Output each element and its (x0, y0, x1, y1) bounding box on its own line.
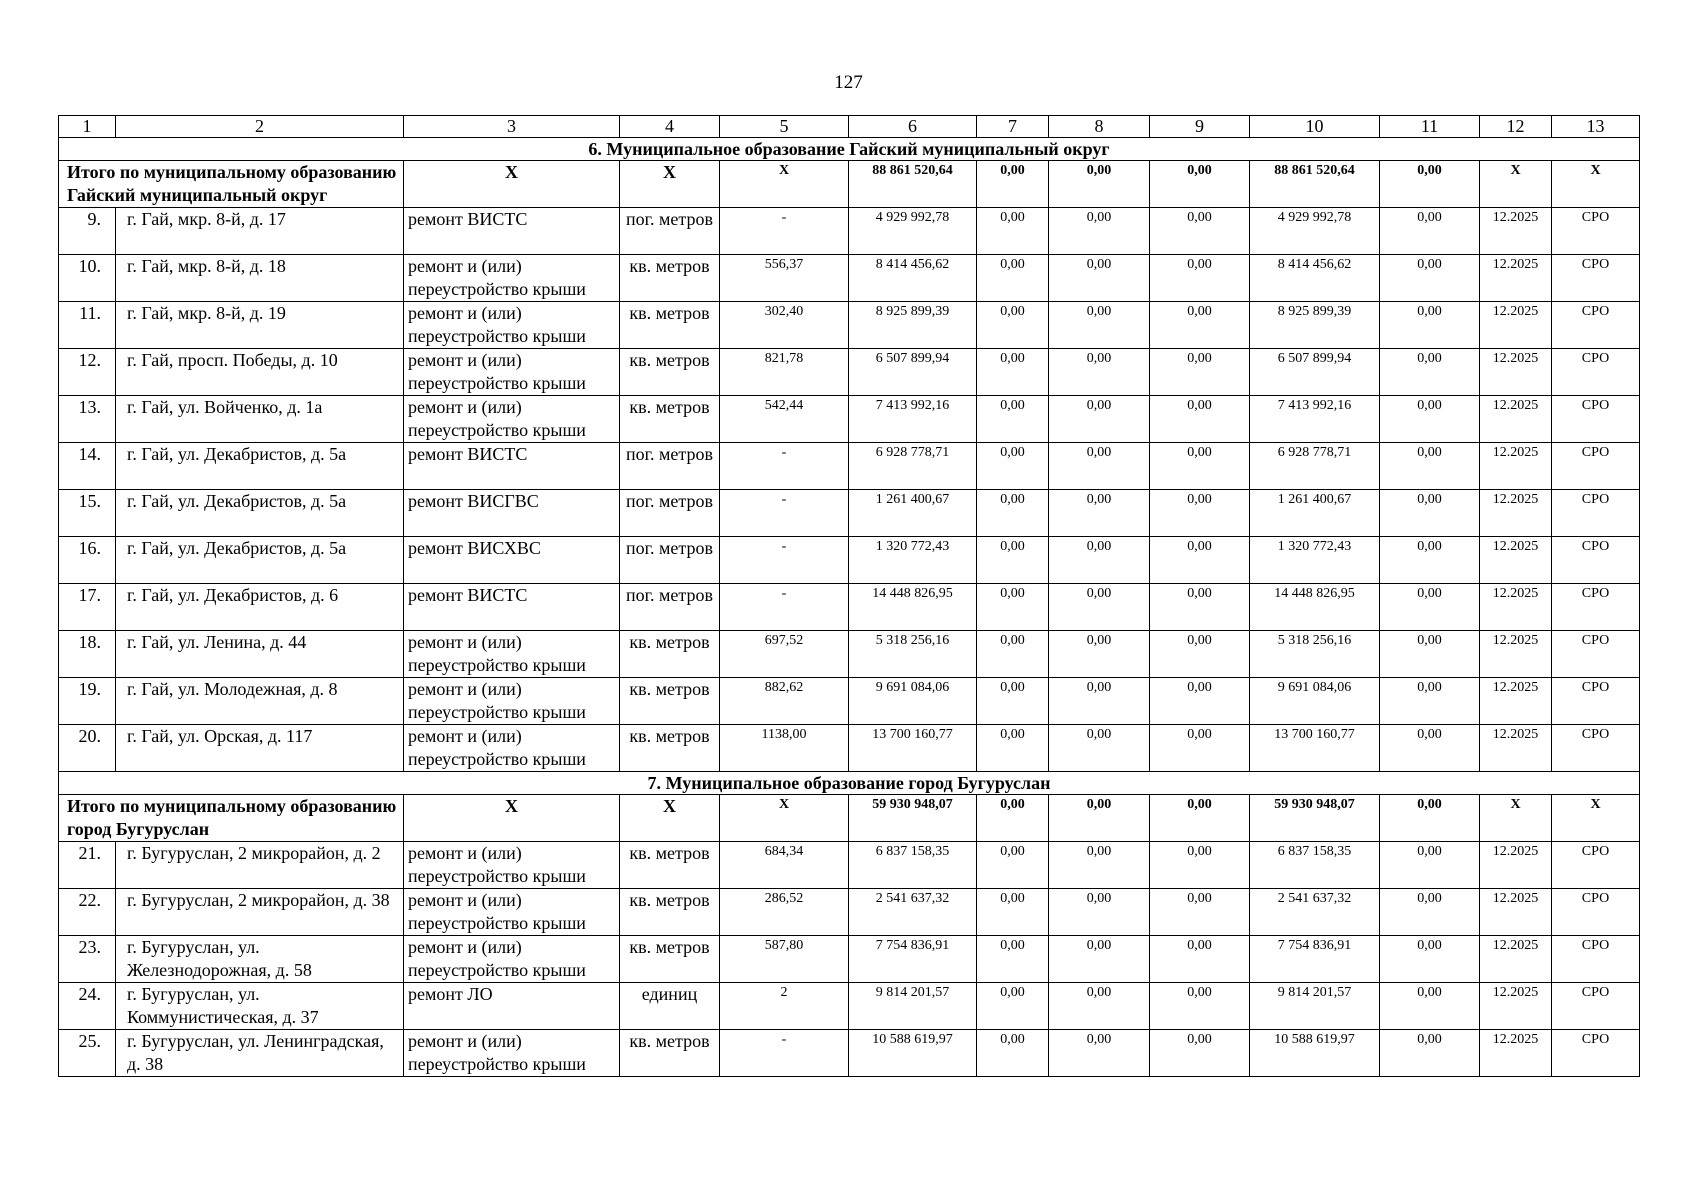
row-unit: кв. метров (620, 889, 720, 936)
row-address: г. Гай, мкр. 8-й, д. 17 (116, 208, 404, 255)
total-work: X (404, 795, 620, 842)
row-work-type: ремонт и (или) переустройство крыши (404, 889, 620, 936)
row-unit: кв. метров (620, 725, 720, 772)
row-deadline: 12.2025 (1480, 678, 1552, 725)
total-col11: 0,00 (1380, 795, 1480, 842)
row-col10: 6 928 778,71 (1250, 443, 1380, 490)
row-quantity: - (720, 584, 849, 631)
row-cost: 14 448 826,95 (849, 584, 977, 631)
row-unit: кв. метров (620, 678, 720, 725)
row-unit: пог. метров (620, 443, 720, 490)
row-col11: 0,00 (1380, 584, 1480, 631)
row-address: г. Бугуруслан, 2 микрорайон, д. 38 (116, 889, 404, 936)
row-deadline: 12.2025 (1480, 490, 1552, 537)
row-source: СРО (1552, 302, 1640, 349)
row-quantity: 821,78 (720, 349, 849, 396)
row-deadline: 12.2025 (1480, 443, 1552, 490)
row-address: г. Бугуруслан, ул. Железнодорожная, д. 58 (116, 936, 404, 983)
column-number: 2 (116, 116, 404, 138)
table-row (59, 584, 1640, 631)
row-address: г. Гай, ул. Орская, д. 117 (116, 725, 404, 772)
row-address: г. Гай, ул. Декабристов, д. 6 (116, 584, 404, 631)
row-col7: 0,00 (977, 537, 1049, 584)
table-row (59, 490, 1640, 537)
row-col10: 8 414 456,62 (1250, 255, 1380, 302)
row-unit: кв. метров (620, 396, 720, 443)
row-number: 11. (59, 302, 116, 349)
row-col11: 0,00 (1380, 208, 1480, 255)
total-quantity: X (720, 161, 849, 208)
column-number: 11 (1380, 116, 1480, 138)
row-quantity: 587,80 (720, 936, 849, 983)
total-col7: 0,00 (977, 161, 1049, 208)
row-col7: 0,00 (977, 983, 1049, 1030)
row-col9: 0,00 (1150, 631, 1250, 678)
row-source: СРО (1552, 537, 1640, 584)
row-col7: 0,00 (977, 584, 1049, 631)
row-work-type: ремонт ВИСХВС (404, 537, 620, 584)
row-col10: 7 413 992,16 (1250, 396, 1380, 443)
row-col9: 0,00 (1150, 208, 1250, 255)
row-work-type: ремонт и (или) переустройство крыши (404, 1030, 620, 1077)
row-quantity: 2 (720, 983, 849, 1030)
row-address: г. Гай, ул. Войченко, д. 1а (116, 396, 404, 443)
row-col7: 0,00 (977, 302, 1049, 349)
column-number-row (59, 116, 1640, 138)
row-source: СРО (1552, 842, 1640, 889)
row-col11: 0,00 (1380, 631, 1480, 678)
row-number: 9. (59, 208, 116, 255)
row-col8: 0,00 (1049, 725, 1150, 772)
total-label: Итого по муниципальному образованию город Бугуруслан (59, 795, 404, 842)
row-col9: 0,00 (1150, 1030, 1250, 1077)
row-source: СРО (1552, 983, 1640, 1030)
section-title: 6. Муниципальное образование Гайский муниципальный округ (59, 138, 1640, 161)
row-number: 16. (59, 537, 116, 584)
row-quantity: 286,52 (720, 889, 849, 936)
row-cost: 6 837 158,35 (849, 842, 977, 889)
column-number: 4 (620, 116, 720, 138)
total-deadline: X (1480, 795, 1552, 842)
row-source: СРО (1552, 349, 1640, 396)
row-col10: 1 320 772,43 (1250, 537, 1380, 584)
row-work-type: ремонт и (или) переустройство крыши (404, 302, 620, 349)
row-source: СРО (1552, 1030, 1640, 1077)
table-row (59, 631, 1640, 678)
row-cost: 6 928 778,71 (849, 443, 977, 490)
row-deadline: 12.2025 (1480, 983, 1552, 1030)
row-cost: 7 754 836,91 (849, 936, 977, 983)
row-col8: 0,00 (1049, 678, 1150, 725)
total-cost: 59 930 948,07 (849, 795, 977, 842)
row-col9: 0,00 (1150, 842, 1250, 889)
row-col10: 9 814 201,57 (1250, 983, 1380, 1030)
row-col7: 0,00 (977, 349, 1049, 396)
row-col8: 0,00 (1049, 396, 1150, 443)
row-address: г. Бугуруслан, 2 микрорайон, д. 2 (116, 842, 404, 889)
row-cost: 10 588 619,97 (849, 1030, 977, 1077)
row-col11: 0,00 (1380, 255, 1480, 302)
row-cost: 1 320 772,43 (849, 537, 977, 584)
row-col7: 0,00 (977, 936, 1049, 983)
total-source: X (1552, 161, 1640, 208)
row-col9: 0,00 (1150, 443, 1250, 490)
row-quantity: - (720, 208, 849, 255)
column-number: 5 (720, 116, 849, 138)
row-address: г. Гай, просп. Победы, д. 10 (116, 349, 404, 396)
row-cost: 4 929 992,78 (849, 208, 977, 255)
row-unit: кв. метров (620, 842, 720, 889)
row-quantity: 302,40 (720, 302, 849, 349)
row-col11: 0,00 (1380, 1030, 1480, 1077)
table-row (59, 678, 1640, 725)
row-unit: пог. метров (620, 490, 720, 537)
row-deadline: 12.2025 (1480, 302, 1552, 349)
row-number: 10. (59, 255, 116, 302)
row-work-type: ремонт ВИСТС (404, 584, 620, 631)
column-number: 13 (1552, 116, 1640, 138)
table-row (59, 983, 1640, 1030)
row-deadline: 12.2025 (1480, 1030, 1552, 1077)
row-col11: 0,00 (1380, 443, 1480, 490)
row-cost: 8 414 456,62 (849, 255, 977, 302)
row-col10: 9 691 084,06 (1250, 678, 1380, 725)
row-col11: 0,00 (1380, 396, 1480, 443)
total-work: X (404, 161, 620, 208)
row-quantity: 542,44 (720, 396, 849, 443)
row-col10: 4 929 992,78 (1250, 208, 1380, 255)
row-deadline: 12.2025 (1480, 725, 1552, 772)
row-unit: кв. метров (620, 1030, 720, 1077)
row-source: СРО (1552, 936, 1640, 983)
row-source: СРО (1552, 725, 1640, 772)
row-unit: единиц (620, 983, 720, 1030)
row-source: СРО (1552, 889, 1640, 936)
row-quantity: 882,62 (720, 678, 849, 725)
row-col10: 8 925 899,39 (1250, 302, 1380, 349)
column-number: 8 (1049, 116, 1150, 138)
row-col10: 13 700 160,77 (1250, 725, 1380, 772)
row-unit: кв. метров (620, 302, 720, 349)
table-body (59, 116, 1640, 1077)
row-col10: 14 448 826,95 (1250, 584, 1380, 631)
total-source: X (1552, 795, 1640, 842)
row-col11: 0,00 (1380, 842, 1480, 889)
row-work-type: ремонт ВИСТС (404, 208, 620, 255)
total-col10: 59 930 948,07 (1250, 795, 1380, 842)
row-number: 12. (59, 349, 116, 396)
column-number: 10 (1250, 116, 1380, 138)
row-unit: кв. метров (620, 631, 720, 678)
row-col11: 0,00 (1380, 983, 1480, 1030)
row-deadline: 12.2025 (1480, 584, 1552, 631)
row-col8: 0,00 (1049, 443, 1150, 490)
row-deadline: 12.2025 (1480, 255, 1552, 302)
row-number: 23. (59, 936, 116, 983)
row-number: 20. (59, 725, 116, 772)
row-cost: 5 318 256,16 (849, 631, 977, 678)
total-label: Итого по муниципальному образованию Гайский муниципальный округ (59, 161, 404, 208)
row-work-type: ремонт ЛО (404, 983, 620, 1030)
row-work-type: ремонт ВИСТС (404, 443, 620, 490)
table-row (59, 889, 1640, 936)
row-source: СРО (1552, 255, 1640, 302)
table-row (59, 443, 1640, 490)
row-work-type: ремонт и (или) переустройство крыши (404, 396, 620, 443)
table-row (59, 936, 1640, 983)
row-col8: 0,00 (1049, 983, 1150, 1030)
column-number: 3 (404, 116, 620, 138)
row-col9: 0,00 (1150, 349, 1250, 396)
row-work-type: ремонт и (или) переустройство крыши (404, 349, 620, 396)
row-unit: пог. метров (620, 584, 720, 631)
column-number: 7 (977, 116, 1049, 138)
row-work-type: ремонт и (или) переустройство крыши (404, 842, 620, 889)
section-total-row (59, 161, 1640, 208)
row-quantity: - (720, 537, 849, 584)
row-work-type: ремонт ВИСГВС (404, 490, 620, 537)
row-quantity: 684,34 (720, 842, 849, 889)
row-cost: 9 814 201,57 (849, 983, 977, 1030)
row-source: СРО (1552, 678, 1640, 725)
row-deadline: 12.2025 (1480, 537, 1552, 584)
row-col11: 0,00 (1380, 725, 1480, 772)
column-number: 6 (849, 116, 977, 138)
row-col9: 0,00 (1150, 255, 1250, 302)
row-col7: 0,00 (977, 1030, 1049, 1077)
row-col11: 0,00 (1380, 349, 1480, 396)
row-col8: 0,00 (1049, 1030, 1150, 1077)
row-col7: 0,00 (977, 490, 1049, 537)
row-number: 22. (59, 889, 116, 936)
row-deadline: 12.2025 (1480, 936, 1552, 983)
column-number: 12 (1480, 116, 1552, 138)
row-source: СРО (1552, 443, 1640, 490)
row-col10: 1 261 400,67 (1250, 490, 1380, 537)
total-quantity: X (720, 795, 849, 842)
row-col11: 0,00 (1380, 936, 1480, 983)
row-address: г. Бугуруслан, ул. Ленинградская, д. 38 (116, 1030, 404, 1077)
row-cost: 8 925 899,39 (849, 302, 977, 349)
row-col10: 5 318 256,16 (1250, 631, 1380, 678)
row-source: СРО (1552, 396, 1640, 443)
row-number: 13. (59, 396, 116, 443)
row-col8: 0,00 (1049, 349, 1150, 396)
section-header-row (59, 138, 1640, 161)
row-cost: 7 413 992,16 (849, 396, 977, 443)
row-number: 17. (59, 584, 116, 631)
row-work-type: ремонт и (или) переустройство крыши (404, 255, 620, 302)
table-row (59, 396, 1640, 443)
row-unit: кв. метров (620, 255, 720, 302)
row-col7: 0,00 (977, 255, 1049, 302)
row-source: СРО (1552, 631, 1640, 678)
section-header-row (59, 772, 1640, 795)
row-col8: 0,00 (1049, 302, 1150, 349)
total-deadline: X (1480, 161, 1552, 208)
row-unit: кв. метров (620, 936, 720, 983)
row-col8: 0,00 (1049, 255, 1150, 302)
row-source: СРО (1552, 490, 1640, 537)
total-unit: X (620, 161, 720, 208)
row-address: г. Гай, ул. Молодежная, д. 8 (116, 678, 404, 725)
row-work-type: ремонт и (или) переустройство крыши (404, 725, 620, 772)
row-col10: 2 541 637,32 (1250, 889, 1380, 936)
row-address: г. Бугуруслан, ул. Коммунистическая, д. 37 (116, 983, 404, 1030)
row-number: 14. (59, 443, 116, 490)
total-col7: 0,00 (977, 795, 1049, 842)
row-col9: 0,00 (1150, 983, 1250, 1030)
row-number: 21. (59, 842, 116, 889)
row-unit: пог. метров (620, 208, 720, 255)
row-col9: 0,00 (1150, 490, 1250, 537)
row-cost: 2 541 637,32 (849, 889, 977, 936)
row-address: г. Гай, мкр. 8-й, д. 18 (116, 255, 404, 302)
row-col11: 0,00 (1380, 537, 1480, 584)
row-col9: 0,00 (1150, 584, 1250, 631)
table-row (59, 349, 1640, 396)
row-number: 19. (59, 678, 116, 725)
total-cost: 88 861 520,64 (849, 161, 977, 208)
table-row (59, 725, 1640, 772)
row-col11: 0,00 (1380, 302, 1480, 349)
page-number: 127 (834, 72, 863, 93)
row-deadline: 12.2025 (1480, 208, 1552, 255)
row-deadline: 12.2025 (1480, 631, 1552, 678)
table-row (59, 537, 1640, 584)
row-work-type: ремонт и (или) переустройство крыши (404, 936, 620, 983)
section-title: 7. Муниципальное образование город Бугуруслан (59, 772, 1640, 795)
row-quantity: - (720, 443, 849, 490)
table-row (59, 842, 1640, 889)
row-col7: 0,00 (977, 889, 1049, 936)
row-deadline: 12.2025 (1480, 889, 1552, 936)
row-col9: 0,00 (1150, 725, 1250, 772)
row-cost: 13 700 160,77 (849, 725, 977, 772)
row-col8: 0,00 (1049, 936, 1150, 983)
table-row (59, 208, 1640, 255)
row-quantity: 556,37 (720, 255, 849, 302)
row-col7: 0,00 (977, 842, 1049, 889)
row-cost: 9 691 084,06 (849, 678, 977, 725)
row-deadline: 12.2025 (1480, 349, 1552, 396)
row-number: 25. (59, 1030, 116, 1077)
column-number: 1 (59, 116, 116, 138)
table-row (59, 1030, 1640, 1077)
row-col10: 10 588 619,97 (1250, 1030, 1380, 1077)
total-unit: X (620, 795, 720, 842)
row-address: г. Гай, ул. Декабристов, д. 5а (116, 490, 404, 537)
table-row (59, 255, 1640, 302)
row-col8: 0,00 (1049, 631, 1150, 678)
total-col9: 0,00 (1150, 795, 1250, 842)
row-number: 24. (59, 983, 116, 1030)
total-col11: 0,00 (1380, 161, 1480, 208)
row-col7: 0,00 (977, 678, 1049, 725)
row-col9: 0,00 (1150, 889, 1250, 936)
row-quantity: - (720, 1030, 849, 1077)
total-col10: 88 861 520,64 (1250, 161, 1380, 208)
row-col9: 0,00 (1150, 302, 1250, 349)
row-col8: 0,00 (1049, 889, 1150, 936)
row-col11: 0,00 (1380, 490, 1480, 537)
column-number: 9 (1150, 116, 1250, 138)
row-cost: 1 261 400,67 (849, 490, 977, 537)
row-number: 18. (59, 631, 116, 678)
row-address: г. Гай, ул. Декабристов, д. 5а (116, 443, 404, 490)
row-address: г. Гай, ул. Декабристов, д. 5а (116, 537, 404, 584)
row-col8: 0,00 (1049, 537, 1150, 584)
row-source: СРО (1552, 208, 1640, 255)
row-address: г. Гай, мкр. 8-й, д. 19 (116, 302, 404, 349)
table-row (59, 302, 1640, 349)
row-work-type: ремонт и (или) переустройство крыши (404, 631, 620, 678)
row-col7: 0,00 (977, 208, 1049, 255)
row-source: СРО (1552, 584, 1640, 631)
row-col10: 6 837 158,35 (1250, 842, 1380, 889)
row-col9: 0,00 (1150, 936, 1250, 983)
row-unit: кв. метров (620, 349, 720, 396)
row-quantity: 697,52 (720, 631, 849, 678)
row-col8: 0,00 (1049, 490, 1150, 537)
row-deadline: 12.2025 (1480, 396, 1552, 443)
row-quantity: 1138,00 (720, 725, 849, 772)
section-total-row (59, 795, 1640, 842)
total-col8: 0,00 (1049, 795, 1150, 842)
row-col7: 0,00 (977, 443, 1049, 490)
row-cost: 6 507 899,94 (849, 349, 977, 396)
row-number: 15. (59, 490, 116, 537)
row-col9: 0,00 (1150, 537, 1250, 584)
row-col9: 0,00 (1150, 678, 1250, 725)
total-col9: 0,00 (1150, 161, 1250, 208)
row-col7: 0,00 (977, 725, 1049, 772)
row-col8: 0,00 (1049, 208, 1150, 255)
total-col8: 0,00 (1049, 161, 1150, 208)
row-col9: 0,00 (1150, 396, 1250, 443)
row-unit: пог. метров (620, 537, 720, 584)
row-col10: 7 754 836,91 (1250, 936, 1380, 983)
row-col7: 0,00 (977, 396, 1049, 443)
row-col8: 0,00 (1049, 584, 1150, 631)
row-address: г. Гай, ул. Ленина, д. 44 (116, 631, 404, 678)
row-col10: 6 507 899,94 (1250, 349, 1380, 396)
row-col8: 0,00 (1049, 842, 1150, 889)
row-work-type: ремонт и (или) переустройство крыши (404, 678, 620, 725)
row-col7: 0,00 (977, 631, 1049, 678)
capital-repair-table (58, 115, 1640, 1077)
row-quantity: - (720, 490, 849, 537)
row-col11: 0,00 (1380, 889, 1480, 936)
row-deadline: 12.2025 (1480, 842, 1552, 889)
row-col11: 0,00 (1380, 678, 1480, 725)
